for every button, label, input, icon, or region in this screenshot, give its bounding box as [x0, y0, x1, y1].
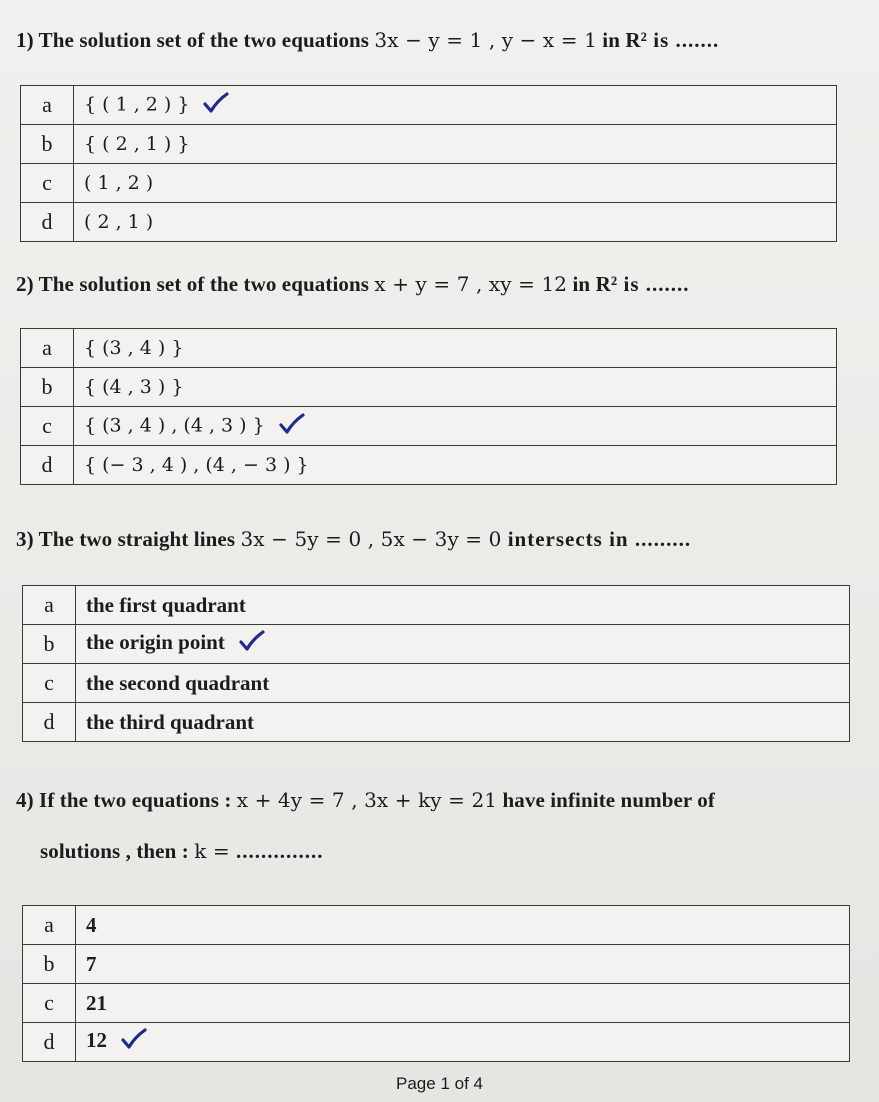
option-text: [74, 407, 837, 446]
option-text: [76, 984, 850, 1023]
option-letter: b: [23, 945, 76, 984]
option-text: [74, 329, 837, 368]
option-text: [76, 945, 850, 984]
equation: x + 4y = 7 , 3x + ky = 21: [236, 788, 498, 812]
option-value: the second quadrant: [86, 670, 270, 695]
question-suffix: have infinite number of: [497, 788, 715, 812]
set-symbol: R²: [595, 272, 618, 296]
option-letter: b: [21, 125, 74, 164]
question-1-options: [20, 85, 837, 242]
option-letter: a: [21, 86, 74, 125]
question-mid: in: [567, 272, 596, 296]
checkmark-icon: [239, 630, 265, 658]
option-text: [74, 164, 837, 203]
option-value: { ( 1 , 2 ) }: [84, 93, 190, 115]
question-suffix: intersects in .........: [501, 527, 692, 551]
option-value: { (3 , 4 ) , (4 , 3 ) }: [84, 414, 265, 436]
option-letter: b: [21, 368, 74, 407]
option-value: ( 2 , 1 ): [84, 211, 154, 233]
option-value: 12: [86, 1027, 107, 1052]
question-4-options: [22, 905, 850, 1062]
option-letter: d: [23, 703, 76, 742]
option-row[interactable]: [23, 945, 850, 984]
question-3-options: [22, 585, 850, 742]
question-prefix: 4) If the two equations :: [16, 788, 237, 812]
option-text: [76, 664, 850, 703]
question-3-text: [16, 527, 691, 552]
question-4-text-line2: [40, 839, 323, 864]
option-value: 4: [86, 912, 97, 937]
question-suffix: is .......: [617, 272, 690, 296]
option-letter: c: [23, 984, 76, 1023]
option-text: [76, 1023, 850, 1062]
question-4-text: [16, 788, 715, 813]
option-value: { (4 , 3 ) }: [84, 376, 184, 398]
page-footer: Page 1 of 4: [396, 1074, 483, 1093]
option-row[interactable]: [23, 906, 850, 945]
option-value: { ( 2 , 1 ) }: [84, 133, 190, 155]
option-row[interactable]: [23, 984, 850, 1023]
option-row[interactable]: [21, 446, 837, 485]
option-text: [74, 125, 837, 164]
checkmark-icon: [121, 1028, 147, 1056]
option-row[interactable]: [21, 86, 837, 125]
question-line2: solutions , then :: [40, 839, 195, 863]
option-letter: d: [21, 203, 74, 242]
option-letter: a: [21, 329, 74, 368]
option-text: [74, 203, 837, 242]
question-2-text: [16, 272, 690, 297]
option-row[interactable]: [23, 703, 850, 742]
option-row[interactable]: [23, 1023, 850, 1062]
question-prefix: 2) The solution set of the two equations: [16, 272, 375, 296]
equation: 3x − 5y = 0 , 5x − 3y = 0: [240, 527, 502, 551]
option-text: [76, 625, 850, 664]
question-suffix: is .......: [647, 28, 720, 52]
option-value: 21: [86, 990, 107, 1015]
option-value: { (− 3 , 4 ) , (4 , − 3 ) }: [84, 454, 309, 476]
equation: x + y = 7 , xy = 12: [374, 272, 568, 296]
option-letter: a: [23, 586, 76, 625]
option-text: [76, 906, 850, 945]
option-row[interactable]: [23, 664, 850, 703]
equation: k =: [194, 839, 230, 863]
question-mid: in: [596, 28, 626, 52]
question-prefix: 3) The two straight lines: [16, 527, 241, 551]
checkmark-icon: [203, 92, 229, 119]
option-text: [76, 703, 850, 742]
option-row[interactable]: [21, 368, 837, 407]
option-text: [74, 86, 837, 125]
question-2-options: [20, 328, 837, 485]
option-row[interactable]: [21, 164, 837, 203]
option-letter: c: [21, 407, 74, 446]
option-value: ( 1 , 2 ): [84, 172, 154, 194]
option-text: [76, 586, 850, 625]
option-letter: c: [23, 664, 76, 703]
set-symbol: R²: [625, 28, 647, 52]
question-prefix: 1) The solution set of the two equations: [16, 28, 375, 52]
option-row[interactable]: [21, 407, 837, 446]
option-letter: d: [21, 446, 74, 485]
option-value: { (3 , 4 ) }: [84, 337, 184, 359]
option-row[interactable]: [21, 203, 837, 242]
option-row[interactable]: [21, 329, 837, 368]
option-value: the origin point: [86, 629, 225, 654]
option-letter: a: [23, 906, 76, 945]
question-1-text: [16, 28, 719, 53]
option-row[interactable]: [23, 625, 850, 664]
option-value: the third quadrant: [86, 709, 255, 734]
option-value: 7: [86, 951, 97, 976]
option-value: the first quadrant: [86, 592, 246, 617]
option-letter: d: [23, 1023, 76, 1062]
checkmark-icon: [279, 413, 305, 440]
option-text: [74, 368, 837, 407]
option-letter: b: [23, 625, 76, 664]
equation: 3x − y = 1 , y − x = 1: [374, 28, 597, 52]
option-letter: c: [21, 164, 74, 203]
option-text: [74, 446, 837, 485]
option-row[interactable]: [21, 125, 837, 164]
answer-blank: ..............: [229, 839, 324, 863]
option-row[interactable]: [23, 586, 850, 625]
